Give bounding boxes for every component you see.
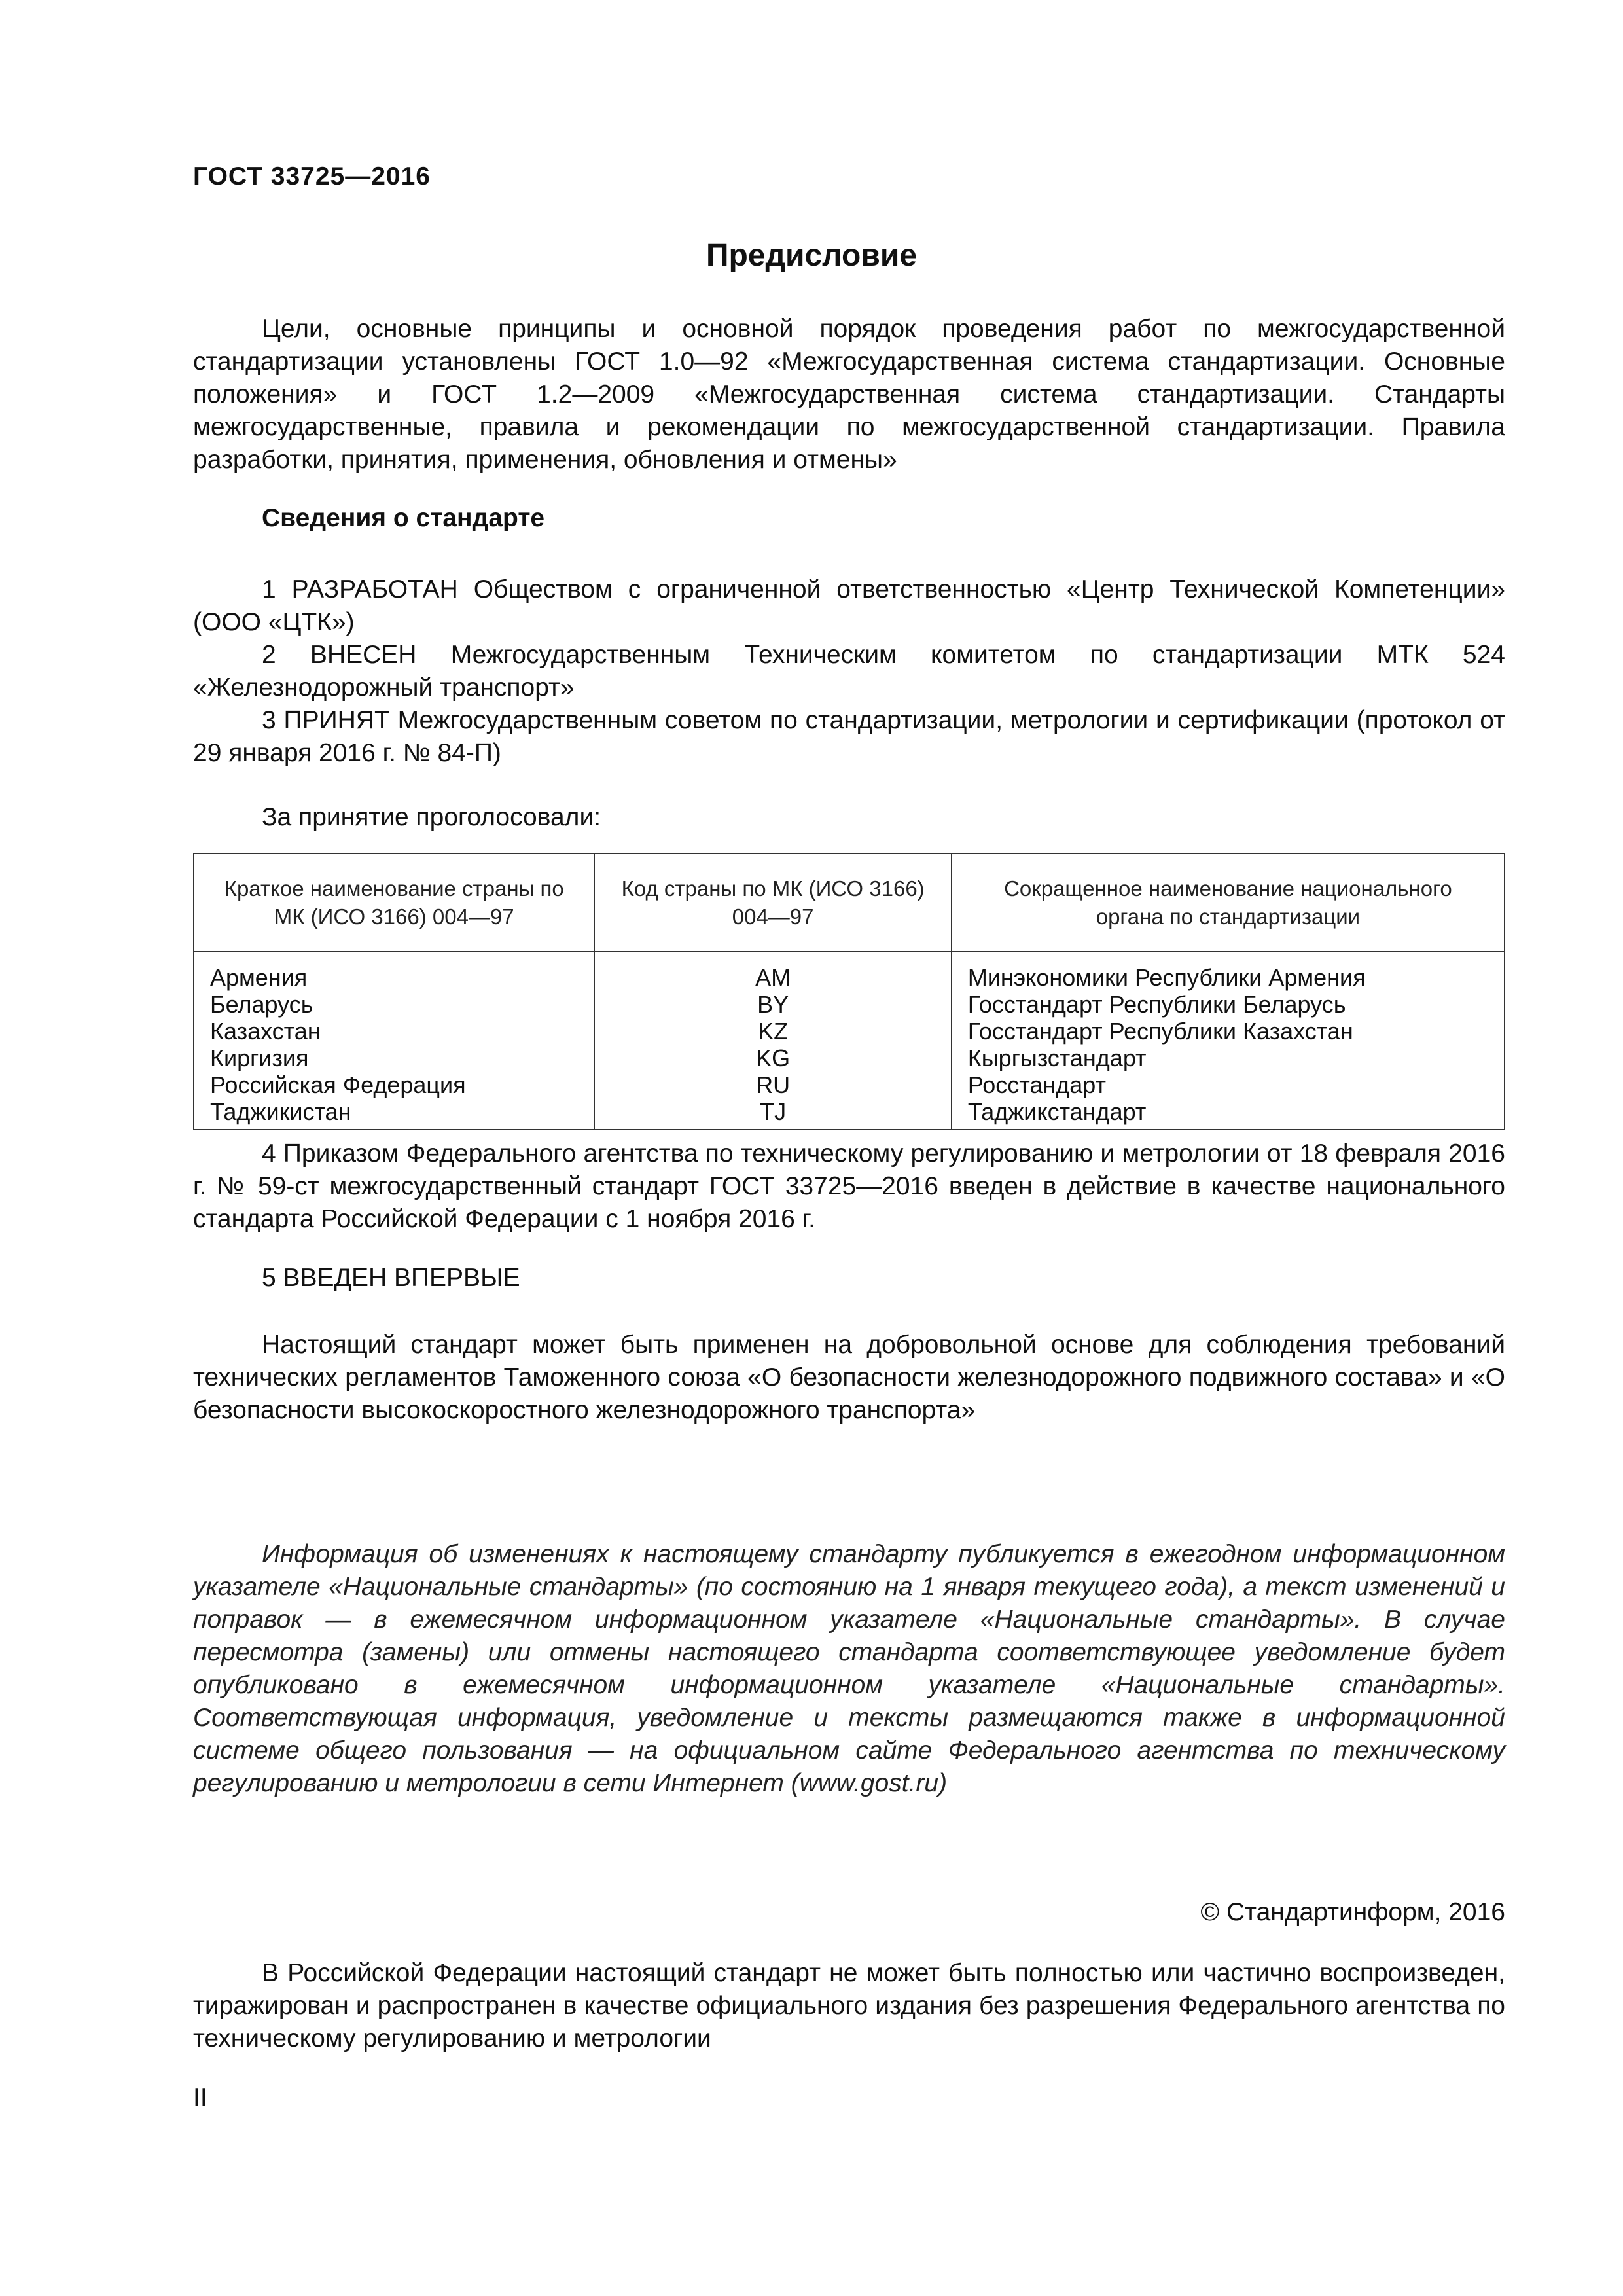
country-cell: Российская Федерация [194, 1071, 594, 1098]
body-cell: Таджикстандарт [952, 1098, 1505, 1130]
item-3-paragraph: 3 ПРИНЯТ Межгосударственным советом по стандартизации, метрологии и сертификации (протокол от 29 января 2016 г. № 84-П) [193, 706, 1505, 767]
applicability-paragraph: Настоящий стандарт может быть применен на добровольной основе для соблюдения требований технических регламентов Таможенного союза «О безопасности железнодорожного подвижного состава» и «О безопасности высокоскоростного железнодорожного транспорта» [193, 1331, 1505, 1424]
table-row [194, 1018, 1505, 1045]
item-1-paragraph: 1 РАЗРАБОТАН Обществом с ограниченной ответственностью «Центр Технической Компетенции» (ООО «ЦТК») [193, 575, 1505, 636]
column-header-code: Код страны по МК (ИСО 3166) 004—97 [594, 853, 951, 952]
standard-code: ГОСТ 33725—2016 [193, 162, 431, 190]
page-title: Предисловие [705, 238, 918, 273]
page-number: II [193, 2083, 207, 2111]
votes-intro: За принятие проголосовали: [262, 803, 601, 831]
body-cell: Кыргызстандарт [952, 1045, 1505, 1071]
code-cell: KZ [594, 1018, 951, 1045]
body-cell: Минэкономики Республики Армения [952, 952, 1505, 991]
code-cell: KG [594, 1045, 951, 1071]
column-header-country: Краткое наименование страны по МК (ИСО 3166) 004—97 [194, 853, 594, 952]
table-row [194, 1098, 1505, 1130]
code-cell: RU [594, 1071, 951, 1098]
table-row [194, 991, 1505, 1018]
body-cell: Госстандарт Республики Казахстан [952, 1018, 1505, 1045]
intro-paragraph: Цели, основные принципы и основной порядок проведения работ по межгосударственной стандартизации установлены ГОСТ 1.0—92 «Межгосударственная система стандартизации. Основные положения» и ГОСТ 1.2—2009 «Межгосударственная система стандартизации. Стандарты межгосударственные, правила и рекомендации по межгосударственной стандартизации. Правила разработки, принятия, применения, обновления и отмены» [193, 315, 1505, 474]
body-cell: Росстандарт [952, 1071, 1505, 1098]
body-cell: Госстандарт Республики Беларусь [952, 991, 1505, 1018]
country-cell: Таджикистан [194, 1098, 594, 1130]
item-2-paragraph: 2 ВНЕСЕН Межгосударственным Техническим комитетом по стандартизации МТК 524 «Железнодорожный транспорт» [193, 641, 1505, 702]
country-cell: Казахстан [194, 1018, 594, 1045]
item-5-line: 5 ВВЕДЕН ВПЕРВЫЕ [262, 1264, 520, 1292]
item-4-paragraph: 4 Приказом Федерального агентства по техническому регулированию и метрологии от 18 февраля 2016 г. № 59-ст межгосударственный стандарт ГОСТ 33725—2016 введен в действие в качестве национального стандарта Российской Федерации с 1 ноября 2016 г. [193, 1139, 1505, 1233]
country-cell: Беларусь [194, 991, 594, 1018]
code-cell: TJ [594, 1098, 951, 1130]
code-cell: BY [594, 991, 951, 1018]
votes-table [193, 853, 1505, 1130]
table-row [194, 952, 1505, 991]
code-cell: AM [594, 952, 951, 991]
country-cell: Киргизия [194, 1045, 594, 1071]
section-title: Сведения о стандарте [262, 504, 545, 532]
table-row [194, 1045, 1505, 1071]
table-row [194, 1071, 1505, 1098]
country-cell: Армения [194, 952, 594, 991]
column-header-body: Сокращенное наименование национального органа по стандартизации [952, 853, 1505, 952]
copyright-line: © Стандартинформ, 2016 [1200, 1898, 1505, 1926]
changes-info-notice: Информация об изменениях к настоящему стандарту публикуется в ежегодном информационном указателе «Национальные стандарты» (по состоянию на 1 января текущего года), а текст изменений и поправок — в ежемесячном информационном указателе «Национальные стандарты». В случае пересмотра (замены) или отмены настоящего стандарта соответствующее уведомление будет опубликовано в ежемесячном информационном указателе «Национальные стандарты». Соответствующая информация, уведомление и тексты размещаются также в информационной системе общего пользования — на официальном сайте Федерального агентства по техническому регулированию и метрологии в сети Интернет (www.gost.ru) [193, 1540, 1505, 1797]
reproduction-notice: В Российской Федерации настоящий стандарт не может быть полностью или частично воспроизведен, тиражирован и распространен в качестве официального издания без разрешения Федерального агентства по техническому регулированию и метрологии [193, 1959, 1505, 2053]
